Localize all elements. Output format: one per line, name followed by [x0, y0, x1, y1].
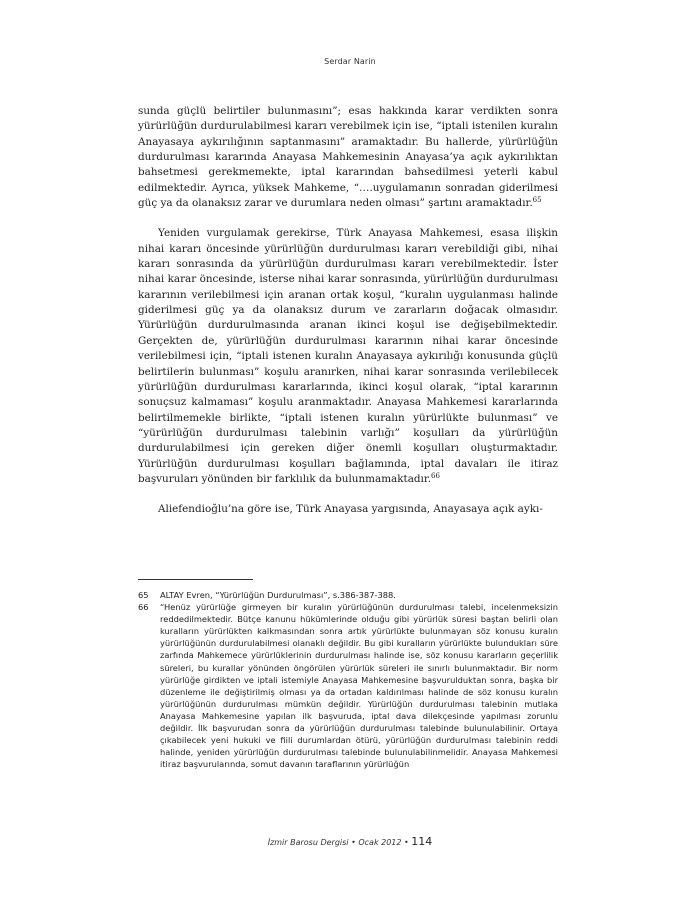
footnote-number: 65	[138, 590, 149, 600]
footnote-ref-66: 66	[431, 471, 440, 480]
footnote-text: ALTAY Evren, “Yürürlüğün Durdurulması”, s.386-387-388.	[160, 590, 396, 600]
paragraph-1	[138, 104, 558, 211]
page-footer	[0, 835, 700, 848]
footnote-66	[138, 601, 558, 770]
main-text	[138, 104, 558, 518]
paragraph-3	[138, 502, 558, 517]
paragraph-2	[138, 226, 558, 487]
page-number: 114	[411, 835, 433, 848]
footer-separator: •	[404, 838, 409, 847]
footnote-divider	[138, 579, 253, 580]
footnote-number: 66	[138, 602, 149, 613]
footnote-ref-65: 65	[532, 196, 542, 205]
footnote-65	[138, 589, 558, 601]
running-header: Serdar Narin	[324, 57, 376, 66]
footnote-text: “Henüz yürürlüğe girmeyen bir kuralın yürürlüğünün durdurulması talebi, incelenmeksizin reddedilmektedir. Bütçe kanunu hükümlerinde olduğu gibi yürürlük süresi baştan belirli olan kuralların yürürlükten kalkmasından sonra artık yürürlükte bulunmayan söz konusu kuralın yürürlüğünün durdurulabilmesi olanaklı değildir. Bu gibi kuralların yürürlükte bulundukları süre zarfında Mahkemece yürürlüklerinin durdurulması halinde ise, söz konusu kararların geçerlilik süreleri, bu kurallar yönünden öngörülen yürürlük süreleri ile sınırlı bulunmaktadır. Bir norm yürürlüğe girdikten ve iptali istemiyle Anayasa Mahkemesine başvurulduktan sonra, başka bir düzenleme ile değiştirilmiş olması ya da ortadan kaldırılması halinde de söz konusu kuralın yürürlüğünün durdurulması mümkün değildir. Yürürlüğün durdurulması talebinin mutlaka Anayasa Mahkemesine yapılan ilk başvuruda, iptal dava dilekçesinde yapılması zorunlu değildir. İlk başvurudan sonra da yürürlüğün durdurulması talebinde bulunulabilinir. Ortaya çıkabilecek yeni hukuki ve fiili durumlardan ötürü, yürürlüğün durdurulması talebinin reddi halinde, yeniden yürürlüğün durdurulması talebinde bulunulabilinmelidir. Anayasa Mahkemesi itiraz başvurularında, somut davanın taraflarının yürürlüğün	[160, 602, 558, 770]
paragraph-2-text: Yeniden vurgulamak gerekirse, Türk Anayasa Mahkemesi, esasa ilişkin nihai kararı öncesinde yürürlüğün durdurulması kararı verebildiği gibi, nihai kararı sonrasında da yürürlüğün durdurulması kararı verebilmektedir. İster nihai karar öncesinde, isterse nihai karar sonrasında, yürürlüğün durdurulması kararının verilebilmesi için aranan ortak koşul, “kuralın uygulanması halinde giderilmesi güç ya da olanaksız durum ve zararların doğacak olmasıdır. Yürürlüğün durdurulmasında aranan ikinci koşul ise değişebilmektedir. Gerçekten de, yürürlüğün durdurulması kararının nihai karar öncesinde verilebilmesi için, “iptali istenen kuralın Anayasaya aykırılığı konusunda güçlü belirtilerin bulunması” koşulu aranırken, nihai karar sonrasında verilebilecek yürürlüğün durdurulması kararlarında, ikinci koşul olarak, “iptal kararının sonuçsuz kalmaması” koşulu aranmaktadır. Anayasa Mahkemesi kararlarında belirtilmemekle birlikte, “iptali istenen kuralın yürürlükte bulunması” ve “yürürlüğün durdurulması talebinin varlığı” koşulları da yürürlüğün durdurulabilmesi için gereken diğer önemli koşulları oluşturmaktadır. Yürürlüğün durdurulması koşulları bağlamında, iptal davaları ile itiraz başvuruları yönünden bir farklılık da bulunmamaktadır.	[138, 227, 558, 485]
footnotes	[138, 589, 558, 770]
paragraph-1-text: sunda güçlü belirtiler bulunmasını”; esas hakkında karar verdikten sonra yürürlüğün durdurulabilmesi kararı verebilmek için ise, “iptali istenilen kuralın Anayasaya aykırılığının saptanmasını” aramaktadır. Bu hallerde, yürürlüğün durdurulması kararında Anayasa Mahkemesinin Anayasa’ya açık aykırılıktan bahsetmesi gerekmemekte, iptal kararından bahsedilmesi yeterli kabul edilmektedir. Ayrıca, yüksek Mahkeme, “….uygulamanın sonradan giderilmesi güç ya da olanaksız zarar ve durumlara neden olması” şartını aramaktadır.	[138, 105, 558, 210]
journal-issue: Ocak 2012	[358, 838, 402, 847]
footer-separator: •	[351, 838, 356, 847]
journal-name: İzmir Barosu Dergisi	[267, 838, 349, 847]
paragraph-3-text: Aliefendioğlu’na göre ise, Türk Anayasa yargısında, Anayasaya açık aykı-	[158, 503, 543, 516]
